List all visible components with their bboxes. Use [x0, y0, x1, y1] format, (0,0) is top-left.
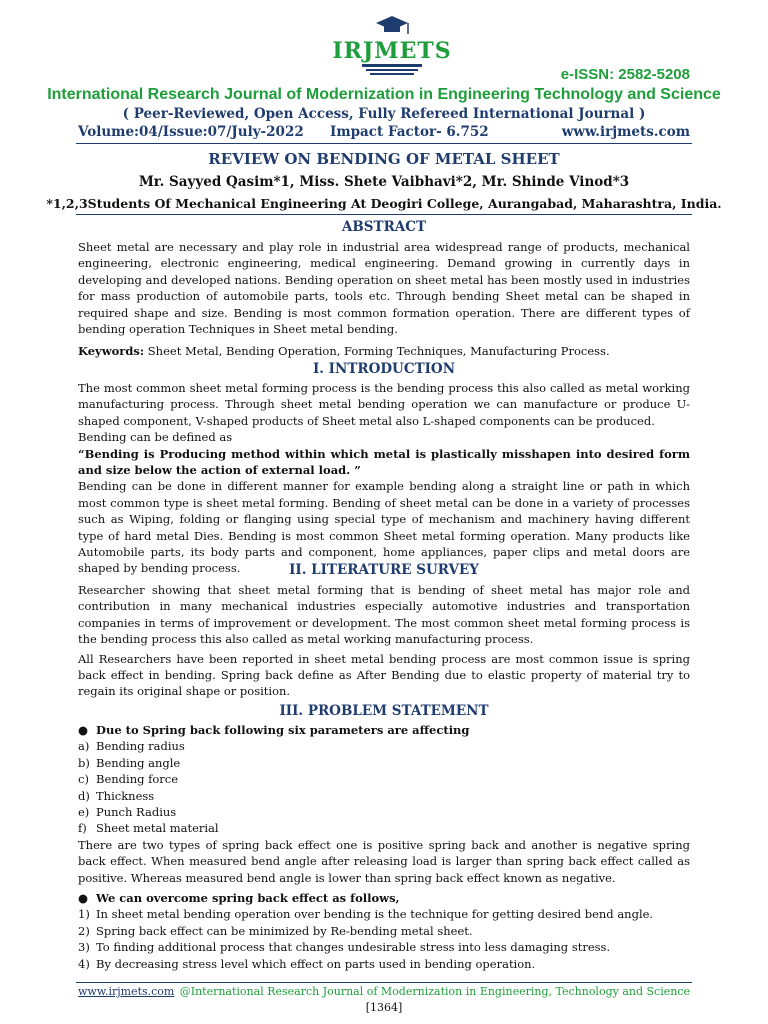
list-item: 1) In sheet metal bending operation over bending is the technique for getting desired bend angle. [78, 907, 654, 922]
footer-divider [76, 982, 692, 983]
literature-paragraph-2: All Researchers have been reported in sheet metal bending process are most common issue is spring back effect in bending. Spring back define as After Bending due to elastic property of material try to regain its original shape or position. [78, 651, 690, 699]
title-divider [76, 214, 692, 215]
bullet-icon: ● [78, 891, 89, 906]
intro-paragraph-2: Bending can be defined as [78, 430, 233, 445]
footer-copyright: @International Research Journal of Modernization in Engineering, Technology and Science [179, 985, 690, 998]
bullet-icon: ● [78, 723, 89, 737]
list-item: b) Bending angle [78, 755, 181, 770]
list-item: c) Bending force [78, 772, 179, 787]
list-item: e) Punch Radius [78, 805, 177, 820]
keywords-label: Keywords: [78, 344, 145, 359]
volume-issue: Volume:04/Issue:07/July-2022 [78, 124, 304, 140]
keywords-line [78, 343, 690, 359]
literature-heading: II. LITERATURE SURVEY [289, 562, 479, 578]
remedies-intro: We can overcome spring back effect as follows, [96, 891, 400, 906]
journal-logo [322, 14, 462, 80]
intro-paragraph-3: Bending can be done in different manner for example bending along a straight line or path in which most common type is sheet metal forming. Bending of sheet metal can be done in a variety of processes such as Wiping, folding or flanging using special type of mechanism and machinery having different type of hard metal Dies. Bending is most common Sheet metal forming operation. Many products like Automobile parts, its body parts and component, home appliances, paper clips and metal doors are shaped by bending process. [78, 479, 690, 576]
issn: e-ISSN: 2582-5208 [560, 66, 690, 83]
bending-definition-quote: “Bending is Producing method within which metal is plastically misshapen into desired form and size below the action of external load. ” [78, 446, 690, 478]
keywords-text: Sheet Metal, Bending Operation, Forming Techniques, Manufacturing Process. [144, 344, 610, 359]
list-item: 4) By decreasing stress level which effect on parts used in bending operation. [78, 956, 536, 971]
abstract-body [78, 239, 690, 360]
parameters-list [78, 722, 690, 837]
authors: Mr. Sayyed Qasim*1, Miss. Shete Vaibhavi*2, Mr. Shinde Vinod*3 [138, 174, 630, 190]
logo-text: IRJMETS [332, 38, 452, 64]
remedies-list [78, 890, 690, 972]
list-item [78, 722, 690, 738]
page-number: [1364] [365, 1001, 403, 1014]
list-item: f) Sheet metal material [78, 821, 219, 836]
literature-body [78, 582, 690, 700]
literature-paragraph-1: Researcher showing that sheet metal forming that is bending of sheet metal has major role and contribution in many mechanical industries especially automotive industries and transportation companies in terms of improvement or development. The most common sheet metal forming process is the bending process this also called as metal working manufacturing process. [78, 583, 690, 647]
list-item: d) Thickness [78, 788, 155, 803]
parameters-intro: Due to Spring back following six parameters are affecting [96, 723, 470, 737]
journal-title: International Research Journal of Modernization in Engineering Technology and Science [47, 86, 721, 103]
spring-back-paragraph: There are two types of spring back effect one is positive spring back and another is negative spring back effect. When measured bend angle after releasing load is larger than spring back effect called as positive. Whereas measured bend angle is lower than spring back effect known as negative. [78, 837, 690, 885]
abstract-heading: ABSTRACT [341, 219, 427, 235]
header-divider [76, 143, 692, 144]
problem-body [78, 722, 690, 972]
affiliation: *1,2,3Students Of Mechanical Engineering At Deogiri College, Aurangabad, Maharashtra, India. [46, 196, 722, 211]
list-item: 3) To finding additional process that changes undesirable stress into less damaging stress. [78, 940, 611, 955]
intro-paragraph-1: The most common sheet metal forming process is the bending process this also called as metal working manufacturing process. Through sheet metal bending operation we can manufacture or produce U-shaped component, V-shaped products of Sheet metal also L-shaped components can be produced. [78, 381, 690, 428]
list-item: 2) Spring back effect can be minimized by Re-bending metal sheet. [78, 923, 473, 938]
peer-review-line: ( Peer-Reviewed, Open Access, Fully Refereed International Journal ) [122, 106, 646, 122]
journal-website[interactable]: www.irjmets.com [561, 124, 690, 140]
introduction-body [78, 380, 690, 577]
introduction-heading: I. INTRODUCTION [312, 361, 456, 377]
abstract-text: Sheet metal are necessary and play role in industrial area widespread range of products, mechanical engineering, electronic engineering, medical engineering. Demand growing in currently days in developing and developed nations. Bending operation on sheet metal has been mostly used in industries for mass production of automobile parts, tools etc. Through bending Sheet metal can be shaped in required shape and size. Bending is most common formation operation. There are different types of bending operation Techniques in Sheet metal bending. [78, 240, 690, 337]
impact-factor: Impact Factor- 6.752 [330, 124, 489, 140]
list-item [78, 890, 690, 906]
list-item: a) Bending radius [78, 739, 185, 754]
problem-heading: III. PROBLEM STATEMENT [279, 703, 489, 719]
footer-link[interactable]: www.irjmets.com [78, 985, 175, 998]
paper-title: REVIEW ON BENDING OF METAL SHEET [208, 150, 560, 168]
